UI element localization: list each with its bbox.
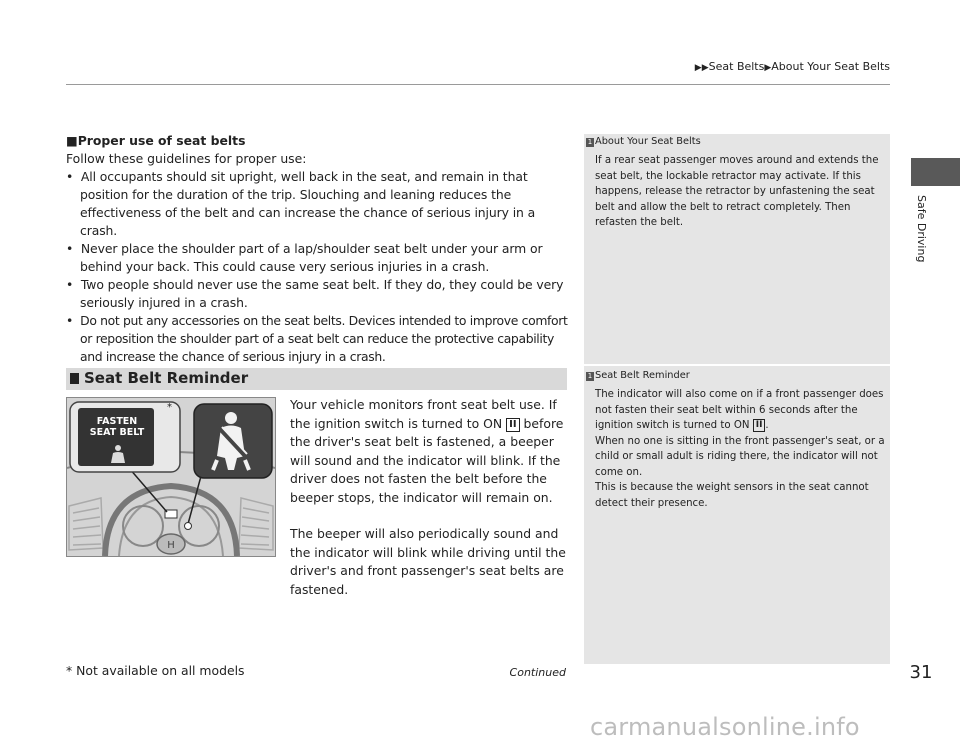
- note-reminder-para-2: When no one is sitting in the front passenger's seat, or a child or small adult is riding there, the indicator will not come on.: [595, 435, 885, 478]
- triangle-right-icon: ▶: [764, 63, 772, 73]
- ignition-on-key-icon: II: [506, 418, 519, 432]
- bullet-item: • Two people should never use the same seat belt. If they do, they could be very seriously injured in a crash.: [66, 277, 564, 310]
- reminder-paragraph-1: Your vehicle monitors front seat belt use. If the ignition switch is turned to ON II before the driver's seat belt is fastened, a beeper will sound and the indicator will blink. If the driver does not fasten the belt before the beeper stops, the indicator will remain on.: [290, 397, 564, 505]
- reminder-paragraph-2: The beeper will also periodically sound and the indicator will blink while driving until the driver's and front passenger's seat belts are fastened.: [290, 526, 566, 597]
- section-marker-icon: [70, 373, 79, 384]
- reminder-description: [290, 396, 570, 599]
- indicator-label: FASTEN SEAT BELT: [89, 416, 145, 438]
- bullet-item: • Never place the shoulder part of a lap/shoulder seat belt under your arm or behind your back. This could cause very serious injuries in a crash.: [66, 241, 543, 274]
- svg-text:H: H: [167, 540, 175, 551]
- note-number-icon: 1: [587, 138, 593, 146]
- breadcrumb-seat-belts[interactable]: Seat Belts: [708, 60, 765, 73]
- note-about-seat-belts-title: 1 About Your Seat Belts: [587, 136, 701, 147]
- watermark: carmanualsonline.info: [590, 713, 860, 741]
- breadcrumb-about-seat-belts[interactable]: About Your Seat Belts: [771, 60, 890, 73]
- proper-use-heading: ■Proper use of seat belts: [66, 133, 246, 148]
- triangle-right-icon: ▶▶: [694, 63, 709, 73]
- note-reminder-para-1: The indicator will also come on if a front passenger does not fasten their seat belt within 6 seconds after the ignition switch is turned to ON II .: [595, 389, 884, 431]
- header-divider: [66, 84, 890, 85]
- chapter-tab-marker: [911, 158, 960, 186]
- chapter-tab-text: Safe Driving: [915, 195, 928, 263]
- footnote: * Not available on all models: [66, 663, 245, 678]
- proper-use-intro: Follow these guidelines for proper use:: [66, 151, 307, 166]
- section-header-seat-belt-reminder: [66, 368, 567, 390]
- continued-label: Continued: [509, 666, 566, 679]
- seat-belt-indicator-illustration: [66, 397, 276, 557]
- note-seat-belt-reminder-title: 1 Seat Belt Reminder: [587, 370, 690, 381]
- breadcrumb: [510, 60, 890, 73]
- proper-use-section: [66, 132, 569, 366]
- note-seat-belt-reminder-text: [595, 387, 885, 511]
- chapter-tab-label: [898, 195, 946, 275]
- page-number: 31: [909, 662, 933, 683]
- bullet-item: • Do not put any accessories on the seat belts. Devices intended to improve comfort or reposition the shoulder part of a seat belt can reduce the protective capability and increase the chance of serious injury in a crash.: [66, 313, 568, 364]
- note-about-seat-belts-text: If a rear seat passenger moves around and extends the seat belt, the lockable retractor may activate. If this happens, release the retractor by unfastening the seat belt and allow the belt to retract completely. Then refasten the belt.: [595, 155, 879, 228]
- notes-divider: [584, 364, 890, 366]
- ignition-on-key-icon: II: [753, 419, 766, 432]
- section-title: Seat Belt Reminder: [84, 369, 249, 387]
- note-number-icon: 1: [587, 372, 593, 380]
- square-bullet-icon: ■: [66, 133, 78, 148]
- note-reminder-para-3: This is because the weight sensors in the seat cannot detect their presence.: [595, 482, 869, 509]
- bullet-item: • All occupants should sit upright, well back in the seat, and remain in that position for the duration of the trip. Slouching and leaning reduces the effectiveness of the belt and can increase the chance of serious injury in a crash.: [66, 169, 536, 238]
- not-all-models-asterisk: *: [167, 402, 172, 413]
